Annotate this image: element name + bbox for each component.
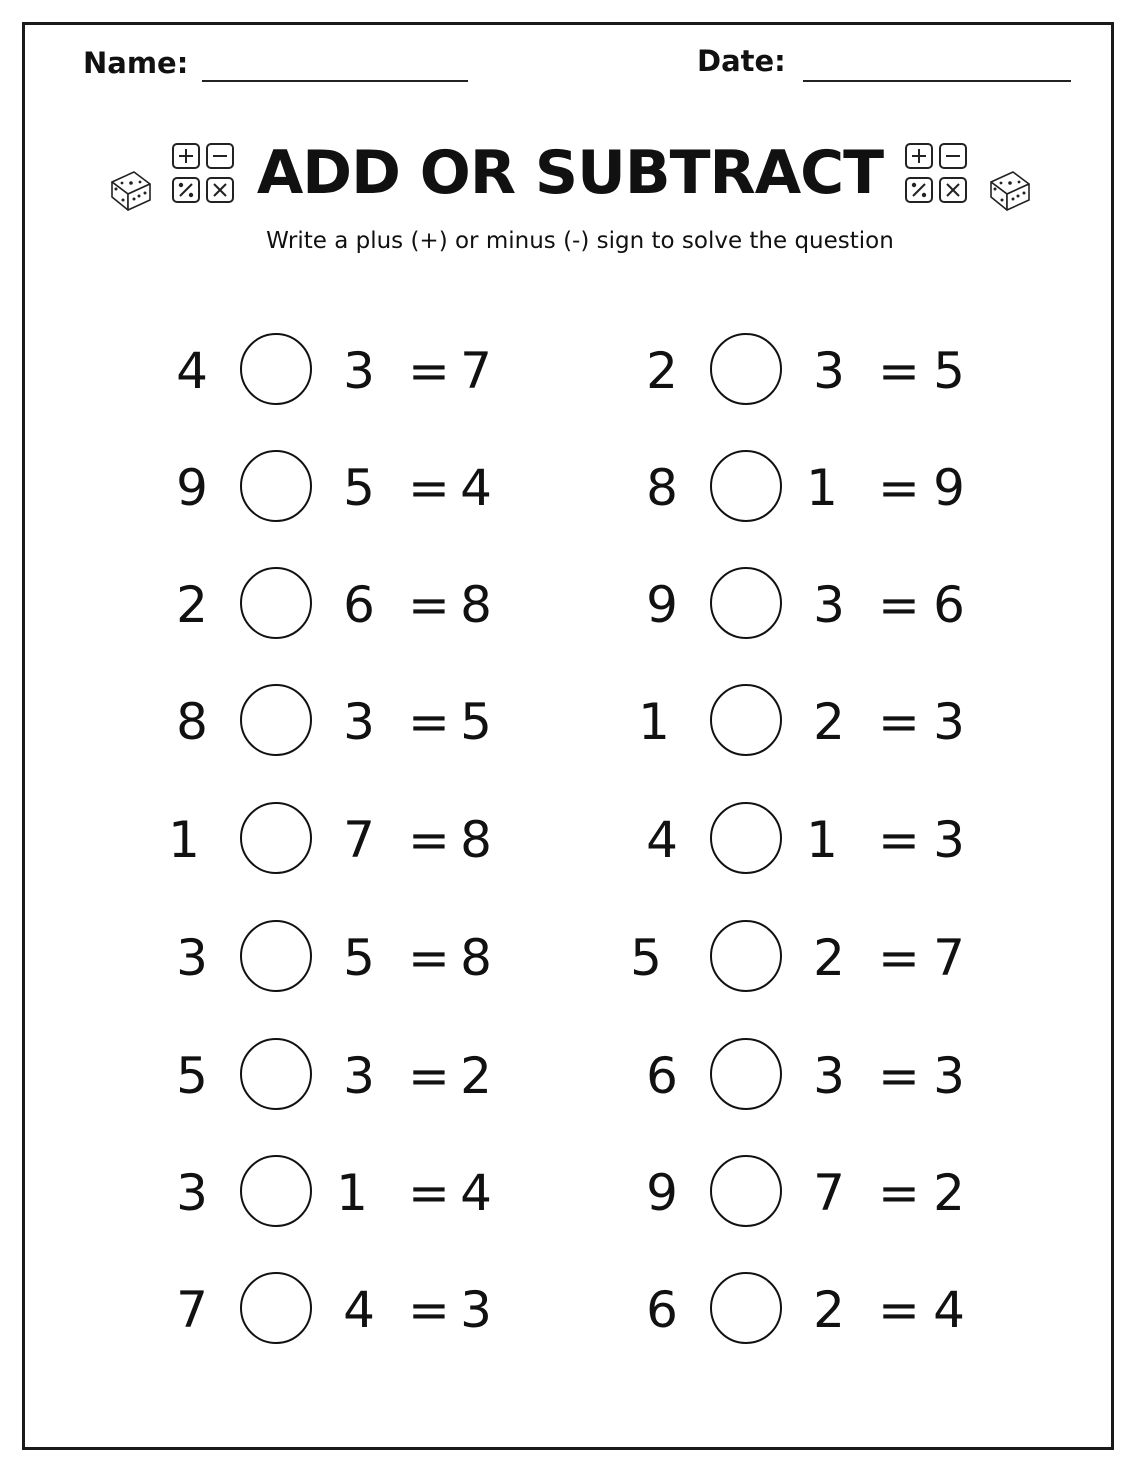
operator-answer-circle[interactable] <box>710 450 782 522</box>
result: 9 <box>933 459 965 517</box>
operand-b: 3 <box>813 1047 845 1105</box>
operator-answer-circle[interactable] <box>710 684 782 756</box>
date-label: Date: <box>697 44 786 78</box>
name-label: Name: <box>83 46 189 80</box>
operator-answer-circle[interactable] <box>240 684 312 756</box>
operand-a: 6 <box>646 1047 678 1105</box>
equals-sign: = <box>878 1047 920 1105</box>
equals-sign: = <box>408 459 450 517</box>
equals-sign: = <box>408 342 450 400</box>
dice-icon <box>106 164 156 214</box>
operator-answer-circle[interactable] <box>240 802 312 874</box>
equals-sign: = <box>878 693 920 751</box>
operand-a: 3 <box>176 1164 208 1222</box>
operator-answer-circle[interactable] <box>710 333 782 405</box>
operand-a: 2 <box>646 342 678 400</box>
equals-sign: = <box>408 929 450 987</box>
equals-sign: = <box>408 1047 450 1105</box>
operand-b: 2 <box>813 929 845 987</box>
result: 4 <box>460 1164 492 1222</box>
operand-a: 4 <box>646 811 678 869</box>
result: 6 <box>933 576 965 634</box>
operand-b: 2 <box>813 1281 845 1339</box>
result: 8 <box>460 929 492 987</box>
result: 3 <box>460 1281 492 1339</box>
dice-icon <box>985 164 1035 214</box>
operand-b: 3 <box>343 1047 375 1105</box>
calculator-keys-icon <box>903 141 971 207</box>
instructions: Write a plus (+) or minus (-) sign to solve the question <box>266 228 894 254</box>
operand-a: 3 <box>176 929 208 987</box>
operand-a: 4 <box>176 342 208 400</box>
equals-sign: = <box>408 811 450 869</box>
result: 3 <box>933 693 965 751</box>
equals-sign: = <box>408 693 450 751</box>
operand-a: 1 <box>168 811 200 869</box>
result: 5 <box>933 342 965 400</box>
equals-sign: = <box>878 342 920 400</box>
operator-answer-circle[interactable] <box>240 450 312 522</box>
result: 4 <box>933 1281 965 1339</box>
operator-answer-circle[interactable] <box>240 1272 312 1344</box>
name-field[interactable] <box>202 80 468 82</box>
operator-answer-circle[interactable] <box>710 1155 782 1227</box>
operand-b: 7 <box>813 1164 845 1222</box>
operand-a: 8 <box>646 459 678 517</box>
calculator-keys-icon <box>170 141 238 207</box>
operand-b: 4 <box>343 1281 375 1339</box>
equals-sign: = <box>408 1164 450 1222</box>
operand-a: 9 <box>646 1164 678 1222</box>
operator-answer-circle[interactable] <box>710 920 782 992</box>
operand-a: 6 <box>646 1281 678 1339</box>
equals-sign: = <box>408 1281 450 1339</box>
operand-b: 3 <box>813 342 845 400</box>
operator-answer-circle[interactable] <box>710 1272 782 1344</box>
operator-answer-circle[interactable] <box>710 567 782 639</box>
operand-a: 9 <box>646 576 678 634</box>
operand-b: 3 <box>343 693 375 751</box>
operand-b: 5 <box>343 929 375 987</box>
equals-sign: = <box>878 459 920 517</box>
operator-answer-circle[interactable] <box>710 1038 782 1110</box>
result: 3 <box>933 1047 965 1105</box>
operand-a: 5 <box>176 1047 208 1105</box>
equals-sign: = <box>878 929 920 987</box>
operator-answer-circle[interactable] <box>240 333 312 405</box>
equals-sign: = <box>878 1164 920 1222</box>
result: 2 <box>460 1047 492 1105</box>
operand-a: 5 <box>630 929 662 987</box>
result: 2 <box>933 1164 965 1222</box>
equals-sign: = <box>878 576 920 634</box>
operand-b: 5 <box>343 459 375 517</box>
operand-b: 1 <box>336 1164 368 1222</box>
result: 4 <box>460 459 492 517</box>
result: 8 <box>460 576 492 634</box>
equals-sign: = <box>878 1281 920 1339</box>
result: 7 <box>933 929 965 987</box>
page-title: ADD OR SUBTRACT <box>256 138 884 208</box>
operand-b: 3 <box>813 576 845 634</box>
result: 8 <box>460 811 492 869</box>
operator-answer-circle[interactable] <box>710 802 782 874</box>
operator-answer-circle[interactable] <box>240 920 312 992</box>
operand-a: 8 <box>176 693 208 751</box>
operand-b: 6 <box>343 576 375 634</box>
operator-answer-circle[interactable] <box>240 567 312 639</box>
operand-a: 1 <box>638 693 670 751</box>
operator-answer-circle[interactable] <box>240 1038 312 1110</box>
operator-answer-circle[interactable] <box>240 1155 312 1227</box>
operand-a: 9 <box>176 459 208 517</box>
equals-sign: = <box>878 811 920 869</box>
operand-b: 1 <box>806 811 838 869</box>
result: 5 <box>460 693 492 751</box>
date-field[interactable] <box>803 80 1071 82</box>
operand-b: 1 <box>806 459 838 517</box>
operand-a: 2 <box>176 576 208 634</box>
operand-b: 2 <box>813 693 845 751</box>
result: 3 <box>933 811 965 869</box>
equals-sign: = <box>408 576 450 634</box>
operand-b: 7 <box>343 811 375 869</box>
result: 7 <box>460 342 492 400</box>
operand-a: 7 <box>176 1281 208 1339</box>
operand-b: 3 <box>343 342 375 400</box>
